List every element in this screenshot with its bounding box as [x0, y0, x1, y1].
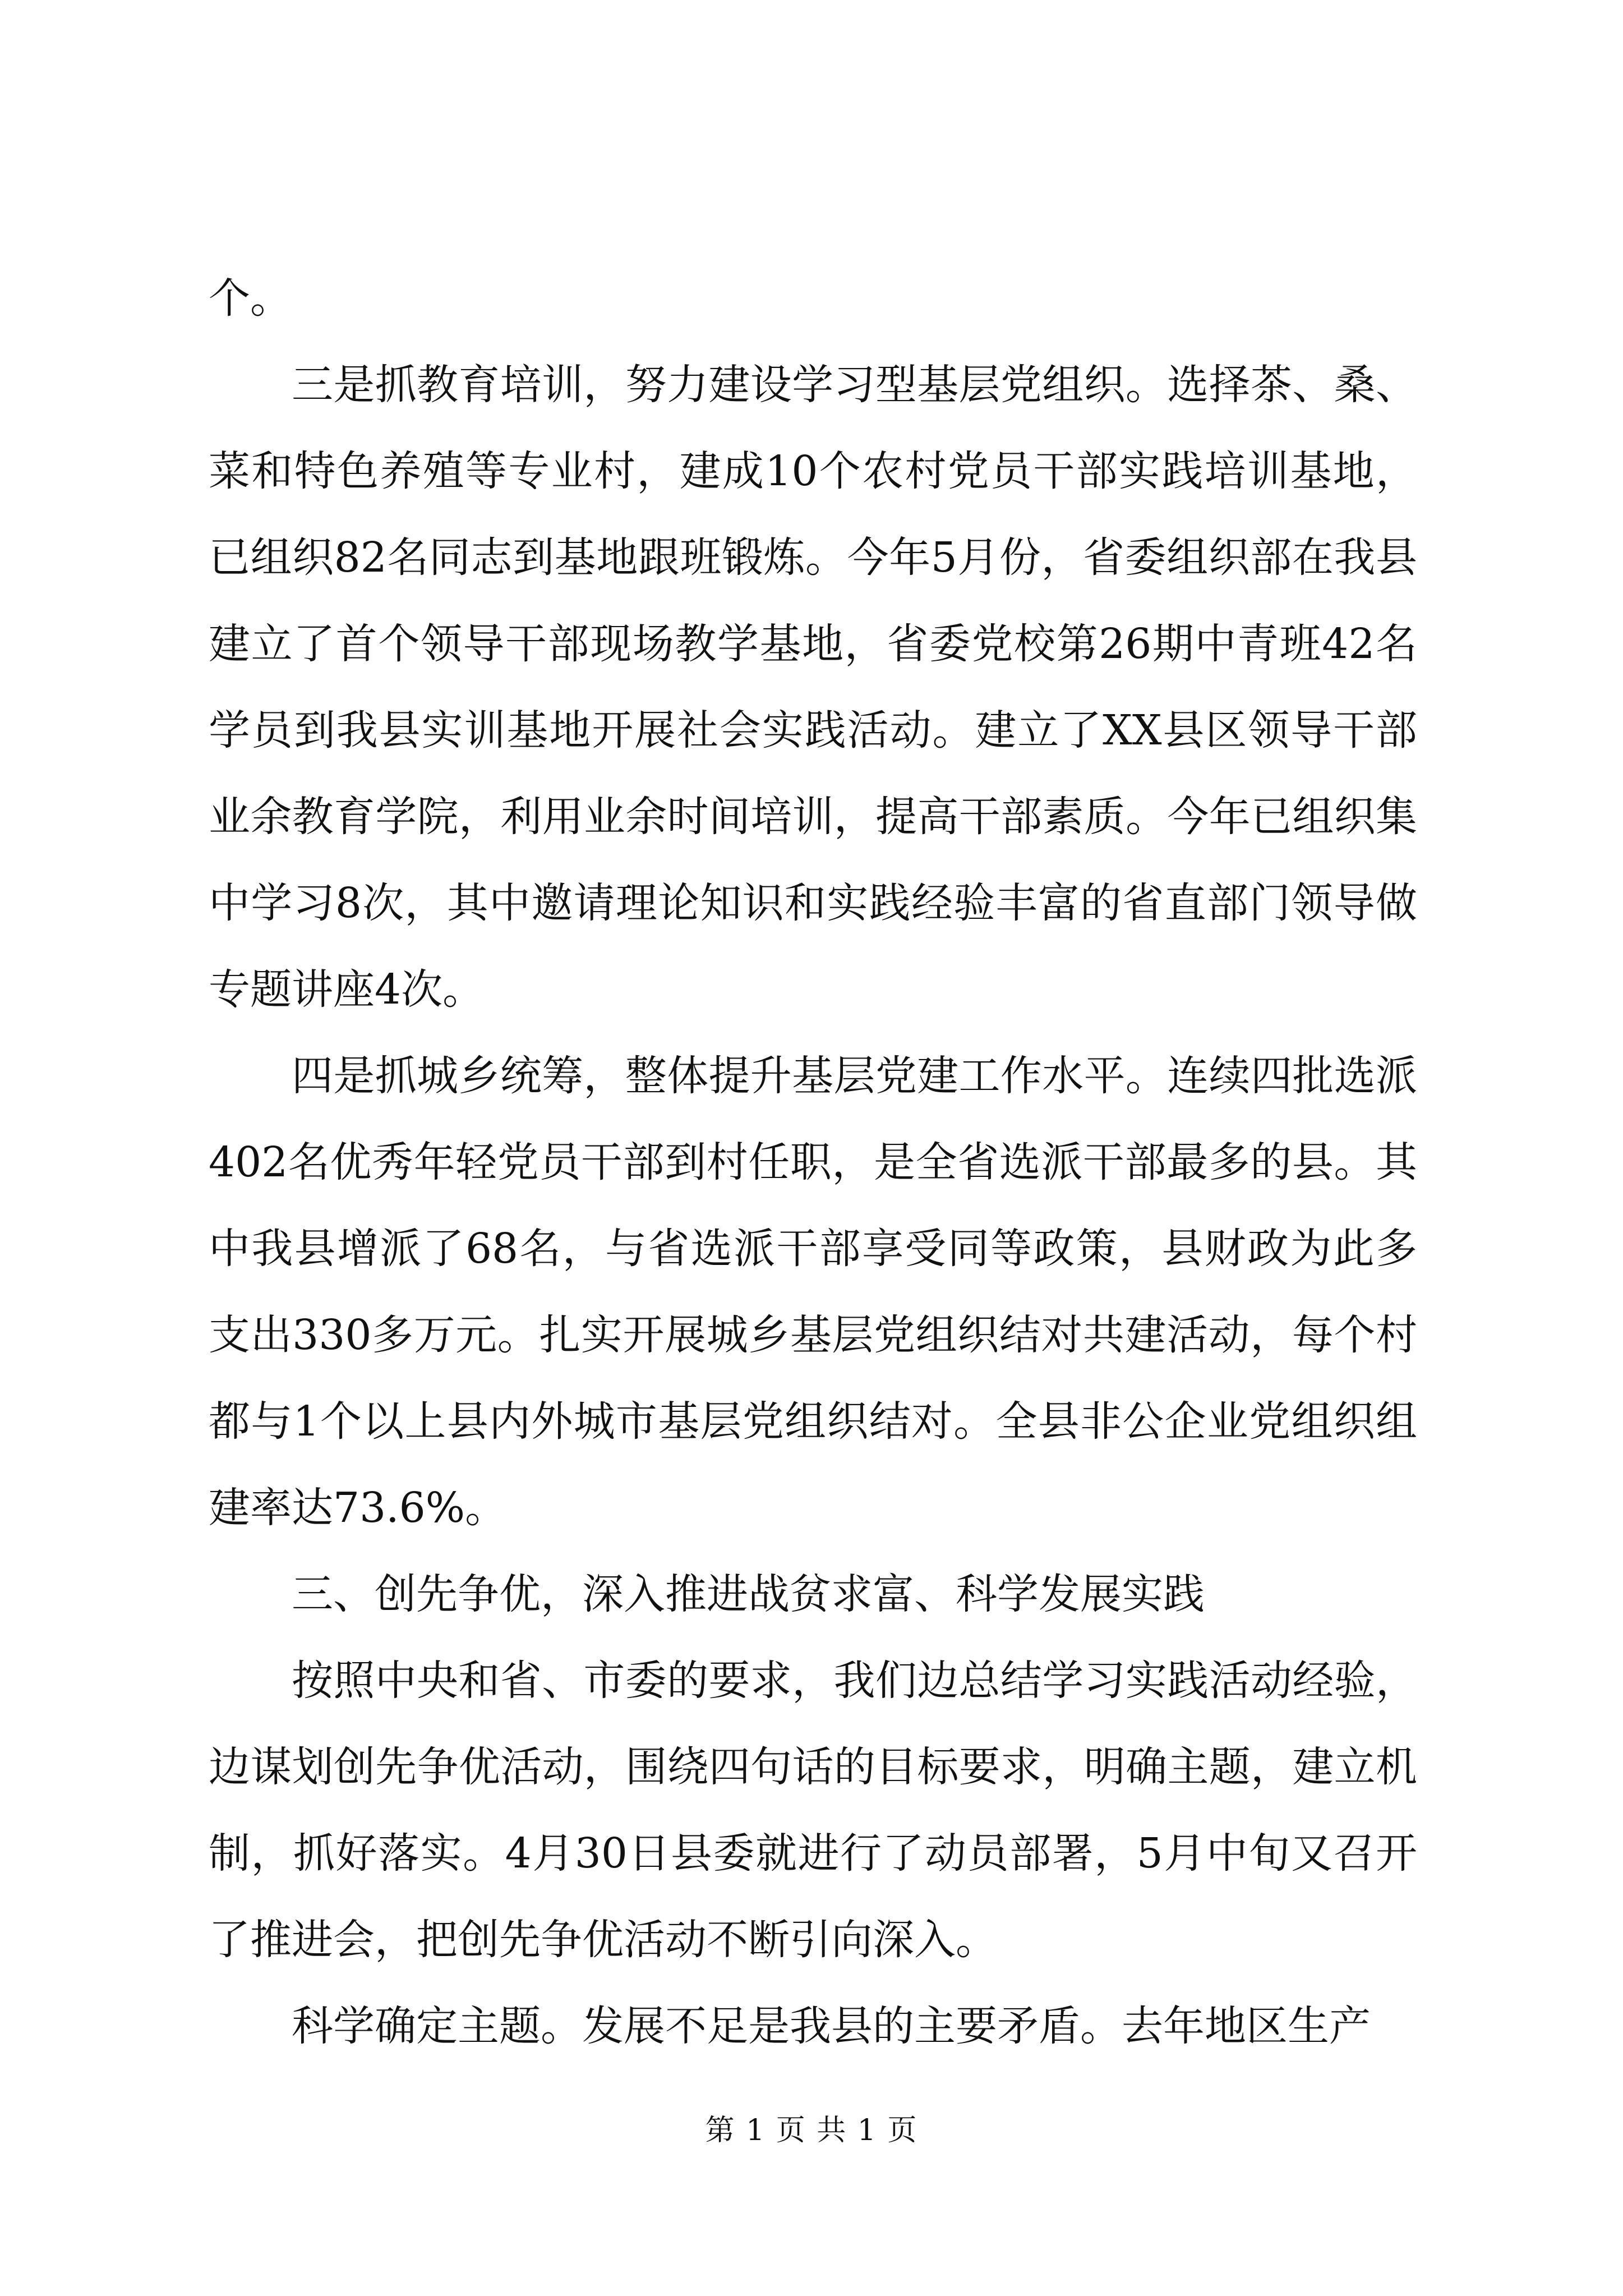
paragraph-continuation: 个。: [209, 274, 292, 323]
paragraph-urban-rural: 四是抓城乡统筹，整体提升基层党建工作水平。连续四批选派402名优秀年轻党员干部到村任职，是全省选派干部最多的县。其中我县增派了68名，与省选派干部享受同等政策，县财政为此多支出330多万元。扎实开展城乡基层党组织结对共建活动，每个村都与1个以上县内外城市基层党组织结对。全县非公企业党组织组建率达73.6%。: [209, 1052, 1417, 1532]
document-body: [209, 255, 1417, 2069]
page-number-footer: 第 1 页 共 1 页: [705, 2114, 918, 2147]
paragraph-education-training: 三是抓教育培训，努力建设学习型基层党组织。选择茶、桑、菜和特色养殖等专业村，建成10个农村党员干部实践培训基地，已组织82名同志到基地跟班锻炼。今年5月份，省委组织部在我县建立了首个领导干部现场教学基地，省委党校第26期中青班42名学员到我县实训基地开展社会实践活动。建立了XX县区领导干部业余教育学院，利用业余时间培训，提高干部素质。今年已组织集中学习8次，其中邀请理论知识和实践经验丰富的省直部门领导做专题讲座4次。: [209, 361, 1417, 1014]
section-heading: 三、创先争优，深入推进战贫求富、科学发展实践: [292, 1570, 1205, 1618]
paragraph-central-requirements: 按照中央和省、市委的要求，我们边总结学习实践活动经验，边谋划创先争优活动，围绕四句话的目标要求，明确主题，建立机制，抓好落实。4月30日县委就进行了动员部署，5月中旬又召开了推进会，把创先争优活动不断引向深入。: [209, 1657, 1417, 1964]
paragraph-theme: 科学确定主题。发展不足是我县的主要矛盾。去年地区生产: [292, 2002, 1371, 2050]
